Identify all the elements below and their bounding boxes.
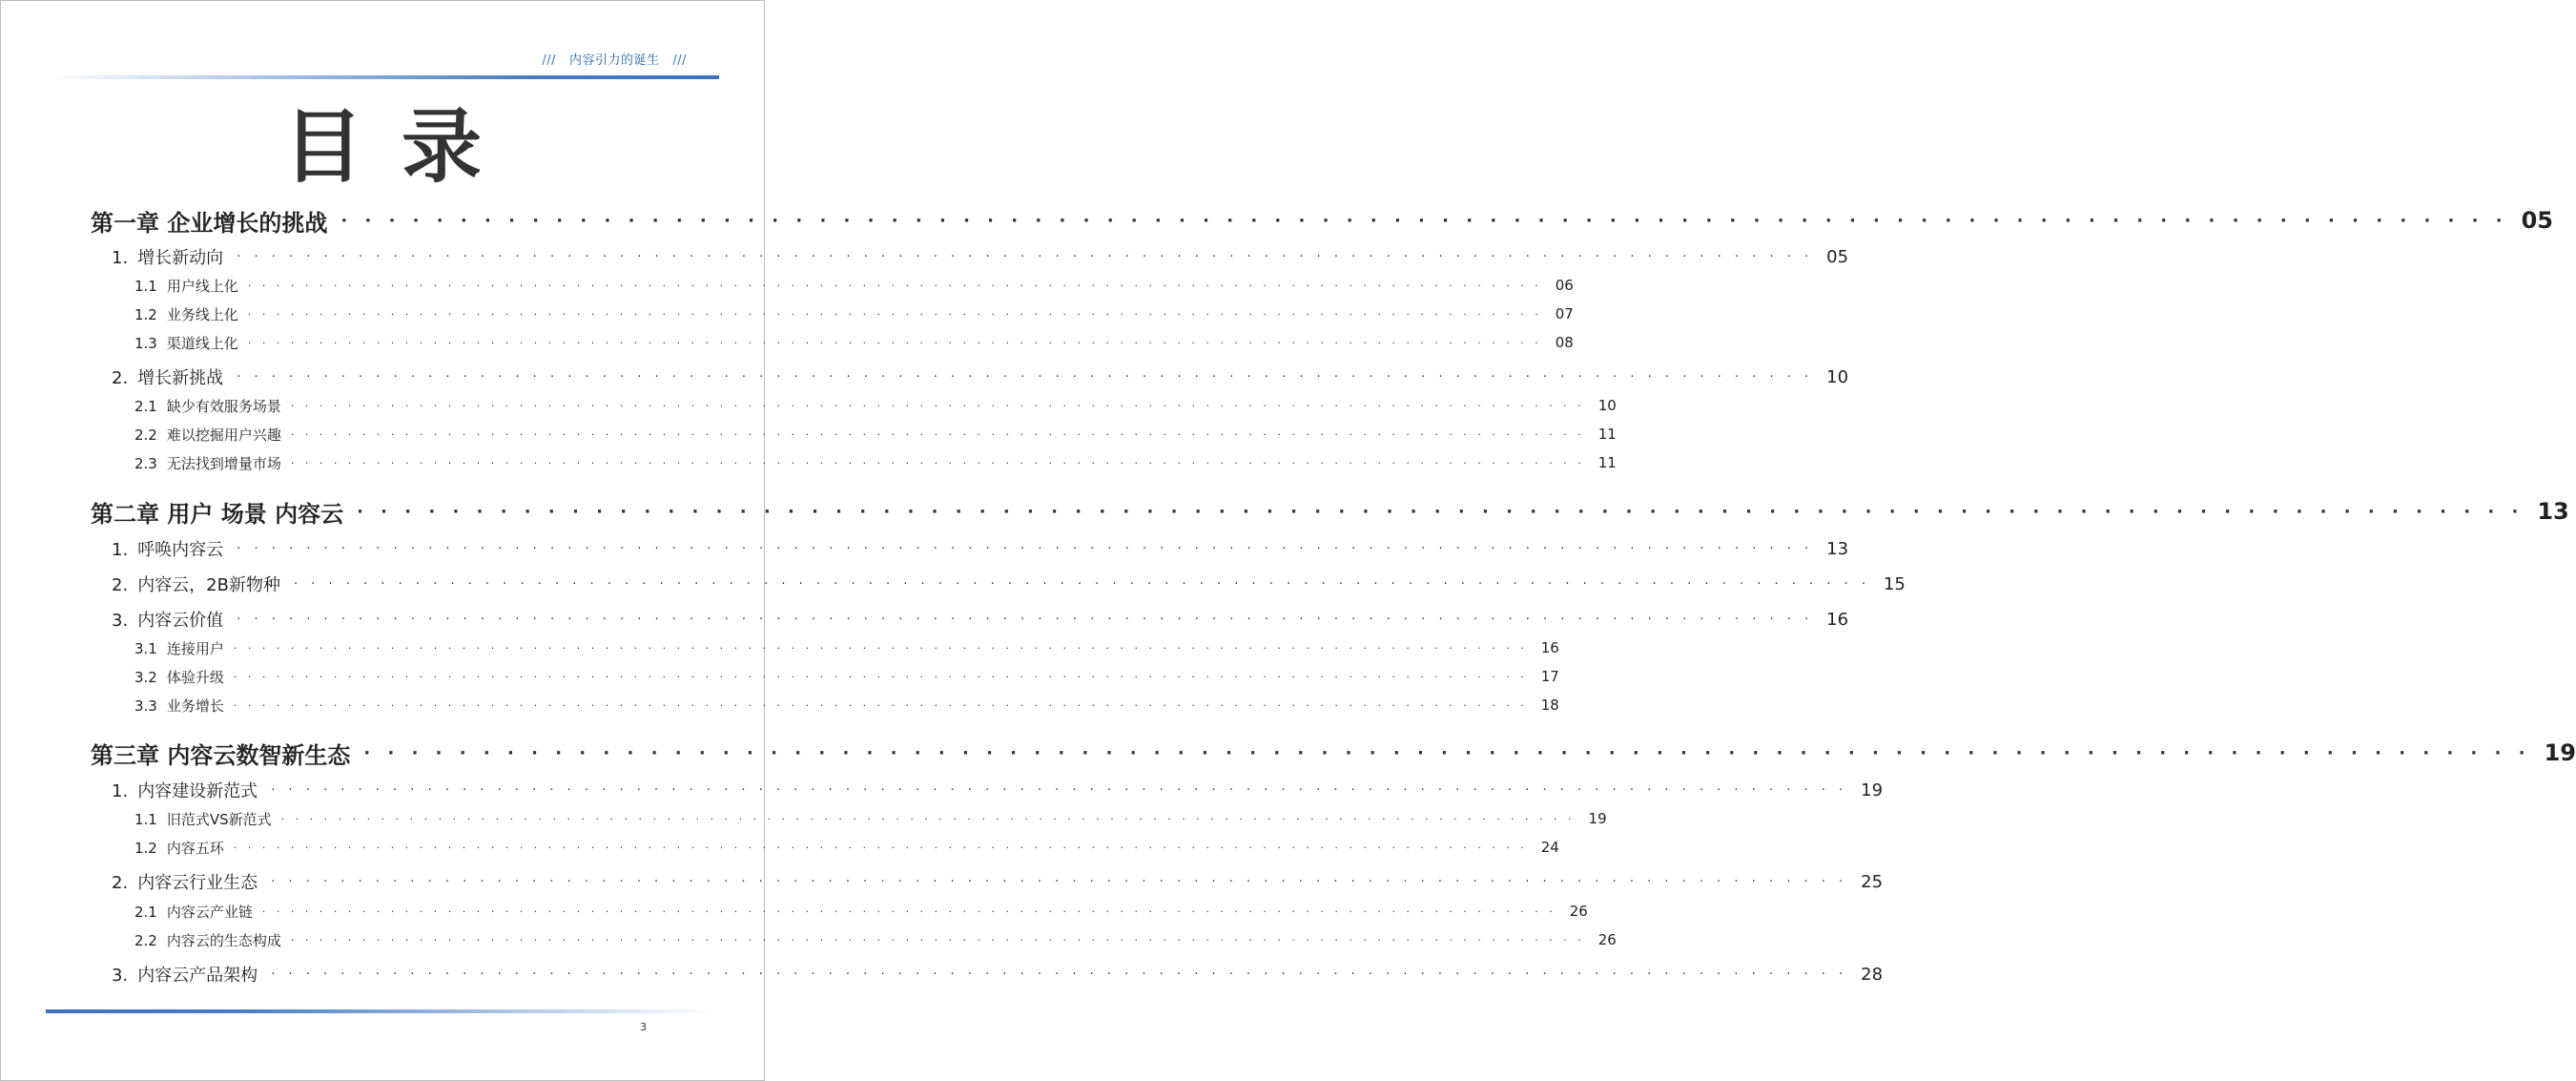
toc-entry-page: 06 [1555,277,1574,294]
toc-entry-page: 13 [2537,498,2569,525]
toc-entry-sub[interactable] [134,808,1607,829]
toc-entry-page: 25 [1861,871,1884,892]
toc-entry-label [134,425,281,445]
toc-entry-section[interactable] [112,608,1849,631]
dot-leader: · · · · · · · · · · · · · · · · · · · · · · · · · · · · · · · · · · · · · · · · · · · · · · · · · · · · · · · · · · · · · · · · · · · · · · · · · · · · · · · · · · · · · · · · · · · [233,670,1528,683]
toc-entry-sub[interactable] [134,901,1588,922]
toc-entry-title: 第一章 企业增长的挑战 [91,209,328,237]
toc-entry-chapter[interactable] [91,738,2576,769]
dot-leader: · · · · · · · · · · · · · · · · · · · · · · · · · · · · · · · · · · · · · · · · · · · · · · · · · · · · · · · · · · · · · · · · · · · · · · · · · · · · · · · · · · · · · · · · · · · [290,933,1585,946]
toc-entry-page: 08 [1555,334,1574,351]
toc-entry-number: 3. [112,611,129,631]
toc-entry-sub[interactable] [134,275,1574,296]
toc-entry-section[interactable] [112,779,1884,801]
toc-entry-section[interactable] [112,365,1849,388]
toc-entry-title: 业务线上化 [166,305,238,323]
dot-leader: · · · · · · · · · · · · · · · · · · · · · · · · · · · · · · · · · · · · · · · · · · · · · · · · · · · · · · · · · · · · · · · · · · · · · · · · · · · · · · · · · · · · · · · · · · · [247,279,1542,292]
toc-entry-page: 05 [1826,246,1849,267]
dot-leader: · · · · · · · · · · · · · · · · · · · · · · · · · · · · · · · · · · · · · · · · · · · · · · · · · · · · · · · · · · · · · · · · · · · · · · · · · · · · · · · · · · · · · · · · · · · [271,782,1848,798]
toc-entry-title: 第二章 用户 场景 内容云 [91,500,344,528]
running-header [542,50,687,68]
dot-leader: · · · · · · · · · · · · · · · · · · · · · · · · · · · · · · · · · · · · · · · · · · · · · · · · · · · · · · · · · · · · · · · · · · · · · · · · · · · · · · · · · · · · · · · · · · · [290,456,1585,469]
toc-entry-number: 1. [112,781,129,801]
toc-entry-label [134,809,272,829]
dot-leader: · · · · · · · · · · · · · · · · · · · · · · · · · · · · · · · · · · · · · · · · · · · · · · · · · · · · · · · · · · · · · · · · · · · · · · · · · · · · · · · · · · · · · · · · · · · [357,501,2524,522]
header-title: 内容引力的诞生 [568,53,660,68]
toc-entry-number: 3.3 [134,696,157,715]
toc-entry-label [91,204,327,238]
toc-entry-title: 无法找到增量市场 [166,454,281,472]
toc-entry-section[interactable] [112,537,1849,560]
toc-entry-sub[interactable] [134,424,1617,445]
toc-entry-label [91,737,350,770]
toc-entry-chapter[interactable] [91,497,2569,528]
toc-entry-title: 增长新挑战 [137,368,224,388]
toc-entry-label [134,902,253,922]
toc-entry-title: 内容云，2B新物种 [137,575,280,595]
dot-leader: · · · · · · · · · · · · · · · · · · · · · · · · · · · · · · · · · · · · · · · · · · · · · · · · · · · · · · · · · · · · · · · · · · · · · · · · · · · · · · · · · · · · · · · · · · · [247,336,1542,349]
toc-entry-section[interactable] [112,963,1884,986]
toc-entry-title: 内容建设新范式 [137,781,258,801]
toc-entry-label [112,778,258,802]
toc-entry-title: 旧范式VS新范式 [166,810,272,828]
toc-entry-title: 内容云行业生态 [137,873,258,893]
toc-entry-label [134,696,224,716]
dot-leader: · · · · · · · · · · · · · · · · · · · · · · · · · · · · · · · · · · · · · · · · · · · · · · · · · · · · · · · · · · · · · · · · · · · · · · · · · · · · · · · · · · · · · · · · · · · [363,742,2531,763]
dot-leader: · · · · · · · · · · · · · · · · · · · · · · · · · · · · · · · · · · · · · · · · · · · · · · · · · · · · · · · · · · · · · · · · · · · · · · · · · · · · · · · · · · · · · · · · · · · [233,698,1528,712]
toc-entry-page: 05 [2521,207,2554,234]
toc-entry-page: 24 [1540,839,1559,856]
toc-entry-page: 18 [1540,696,1559,714]
toc-entry-number: 2.2 [134,426,157,444]
toc-entry-number: 2. [112,368,129,388]
toc-entry-label [134,638,224,658]
toc-entry-page: 17 [1540,668,1559,685]
dot-leader: · · · · · · · · · · · · · · · · · · · · · · · · · · · · · · · · · · · · · · · · · · · · · · · · · · · · · · · · · · · · · · · · · · · · · · · · · · · · · · · · · · · · · · · · · · · [237,612,1814,627]
toc-entry-sub[interactable] [134,303,1574,324]
header-rule [50,75,719,79]
toc-entry-title: 内容云的生态构成 [166,931,281,949]
toc-entry-page: 19 [2544,739,2576,766]
toc-entry-number: 1. [112,540,129,560]
toc-entry-number: 2. [112,873,129,893]
header-slashes-left: /// [542,53,557,68]
toc-entry-title: 内容云价值 [137,611,224,631]
dot-leader: · · · · · · · · · · · · · · · · · · · · · · · · · · · · · · · · · · · · · · · · · · · · · · · · · · · · · · · · · · · · · · · · · · · · · · · · · · · · · · · · · · · · · · · · · · · [340,210,2508,231]
toc-entry-title: 渠道线上化 [166,334,238,352]
toc-entry-title: 连接用户 [166,639,224,657]
dot-leader: · · · · · · · · · · · · · · · · · · · · · · · · · · · · · · · · · · · · · · · · · · · · · · · · · · · · · · · · · · · · · · · · · · · · · · · · · · · · · · · · · · · · · · · · · · · [271,967,1848,982]
toc-entry-label [134,333,238,353]
toc-entry-sub[interactable] [134,332,1574,353]
toc-entry-label [112,869,258,894]
toc-entry-number: 2.1 [134,397,157,415]
toc-entry-label [134,930,281,950]
dot-leader: · · · · · · · · · · · · · · · · · · · · · · · · · · · · · · · · · · · · · · · · · · · · · · · · · · · · · · · · · · · · · · · · · · · · · · · · · · · · · · · · · · · · · · · · · · · [271,874,1848,889]
toc-entry-title: 内容云产业链 [166,903,253,921]
toc-entry-label [112,962,258,987]
toc-entry-label [134,667,224,687]
toc-entry-number: 1. [112,248,129,268]
toc-entry-number: 1.3 [134,334,157,352]
dot-leader: · · · · · · · · · · · · · · · · · · · · · · · · · · · · · · · · · · · · · · · · · · · · · · · · · · · · · · · · · · · · · · · · · · · · · · · · · · · · · · · · · · · · · · · · · · · [237,369,1814,385]
footer-rule [46,1009,713,1013]
toc-entry-chapter[interactable] [91,206,2554,237]
toc-entry-title: 用户线上化 [166,277,238,295]
toc-entry-page: 11 [1597,454,1617,471]
toc-entry-sub[interactable] [134,837,1559,858]
toc-entry-sub[interactable] [134,695,1559,716]
dot-leader: · · · · · · · · · · · · · · · · · · · · · · · · · · · · · · · · · · · · · · · · · · · · · · · · · · · · · · · · · · · · · · · · · · · · · · · · · · · · · · · · · · · · · · · · · · · [290,427,1585,441]
toc-entry-page: 19 [1588,810,1607,827]
dot-leader: · · · · · · · · · · · · · · · · · · · · · · · · · · · · · · · · · · · · · · · · · · · · · · · · · · · · · · · · · · · · · · · · · · · · · · · · · · · · · · · · · · · · · · · · · · · [290,399,1585,412]
toc-entry-number: 2. [112,575,129,595]
dot-leader: · · · · · · · · · · · · · · · · · · · · · · · · · · · · · · · · · · · · · · · · · · · · · · · · · · · · · · · · · · · · · · · · · · · · · · · · · · · · · · · · · · · · · · · · · · · [233,841,1528,854]
toc-entry-title: 呼唤内容云 [137,540,224,560]
toc-entry-label [134,304,238,324]
toc-entry-number: 3.2 [134,668,157,686]
toc-entry-title: 业务增长 [166,696,224,715]
toc-entry-number: 1.1 [134,810,157,828]
toc-entry-title: 内容云产品架构 [137,966,258,986]
toc-entry-sub[interactable] [134,666,1559,687]
toc-entry-section[interactable] [112,245,1849,268]
toc-entry-title: 难以挖掘用户兴趣 [166,426,281,444]
toc-entry-label [91,495,343,529]
page-title: 目录 [282,100,520,194]
toc-entry-title: 第三章 内容云数智新生态 [91,741,351,769]
page-number: 3 [640,1021,647,1033]
toc-entry-page: 28 [1861,964,1884,985]
dot-leader: · · · · · · · · · · · · · · · · · · · · · · · · · · · · · · · · · · · · · · · · · · · · · · · · · · · · · · · · · · · · · · · · · · · · · · · · · · · · · · · · · · · · · · · · · · · [247,307,1542,321]
dot-leader: · · · · · · · · · · · · · · · · · · · · · · · · · · · · · · · · · · · · · · · · · · · · · · · · · · · · · · · · · · · · · · · · · · · · · · · · · · · · · · · · · · · · · · · · · · · [233,641,1528,655]
toc-entry-page: 10 [1597,397,1617,414]
toc-entry-label [134,838,224,858]
toc-entry-sub[interactable] [134,452,1617,473]
toc-entry-page: 11 [1597,426,1617,443]
dot-leader: · · · · · · · · · · · · · · · · · · · · · · · · · · · · · · · · · · · · · · · · · · · · · · · · · · · · · · · · · · · · · · · · · · · · · · · · · · · · · · · · · · · · · · · · · · · [237,249,1814,264]
toc-entry-page: 19 [1861,780,1884,800]
toc-entry-label [112,364,223,389]
toc-entry-number: 3.1 [134,639,157,657]
toc-entry-page: 13 [1826,538,1849,559]
toc-entry-label [112,572,280,596]
toc-entry-label [112,536,223,561]
header-slashes-right: /// [672,53,687,68]
toc-entry-sub[interactable] [134,637,1559,658]
toc-entry-number: 2.3 [134,454,157,472]
toc-entry-title: 缺少有效服务场景 [166,397,281,415]
toc-entry-title: 体验升级 [166,668,224,686]
toc-entry-number: 2.1 [134,903,157,921]
toc-entry-page: 07 [1555,305,1574,322]
toc-entry-number: 1.1 [134,277,157,295]
toc-entry-sub[interactable] [134,395,1617,416]
toc-entry-label [134,396,281,416]
toc-entry-page: 26 [1569,903,1588,920]
toc-entry-number: 3. [112,966,129,986]
toc-entry-number: 2.2 [134,931,157,949]
dot-leader: · · · · · · · · · · · · · · · · · · · · · · · · · · · · · · · · · · · · · · · · · · · · · · · · · · · · · · · · · · · · · · · · · · · · · · · · · · · · · · · · · · · · · · · · · · · [294,576,1870,592]
toc-entry-sub[interactable] [134,929,1617,950]
toc-entry-title: 增长新动向 [137,248,224,268]
toc-entry-label [134,276,238,296]
toc-entry-section[interactable] [112,870,1884,893]
toc-entry-page: 15 [1883,573,1906,594]
dot-leader: · · · · · · · · · · · · · · · · · · · · · · · · · · · · · · · · · · · · · · · · · · · · · · · · · · · · · · · · · · · · · · · · · · · · · · · · · · · · · · · · · · · · · · · · · · · [280,812,1576,825]
toc-entry-number: 1.2 [134,839,157,857]
toc-entry-page: 26 [1597,931,1617,948]
dot-leader: · · · · · · · · · · · · · · · · · · · · · · · · · · · · · · · · · · · · · · · · · · · · · · · · · · · · · · · · · · · · · · · · · · · · · · · · · · · · · · · · · · · · · · · · · · · [261,904,1556,918]
toc-entry-page: 10 [1826,366,1849,387]
toc-entry-number: 1.2 [134,305,157,323]
toc-entry-title: 内容五环 [166,839,224,857]
toc-entry-page: 16 [1826,609,1849,630]
toc-entry-label [112,244,223,269]
toc-entry-page: 16 [1540,639,1559,656]
dot-leader: · · · · · · · · · · · · · · · · · · · · · · · · · · · · · · · · · · · · · · · · · · · · · · · · · · · · · · · · · · · · · · · · · · · · · · · · · · · · · · · · · · · · · · · · · · · [237,541,1814,556]
toc-entry-label [112,607,223,632]
toc-entry-section[interactable] [112,572,1906,595]
toc-entry-label [134,453,281,473]
